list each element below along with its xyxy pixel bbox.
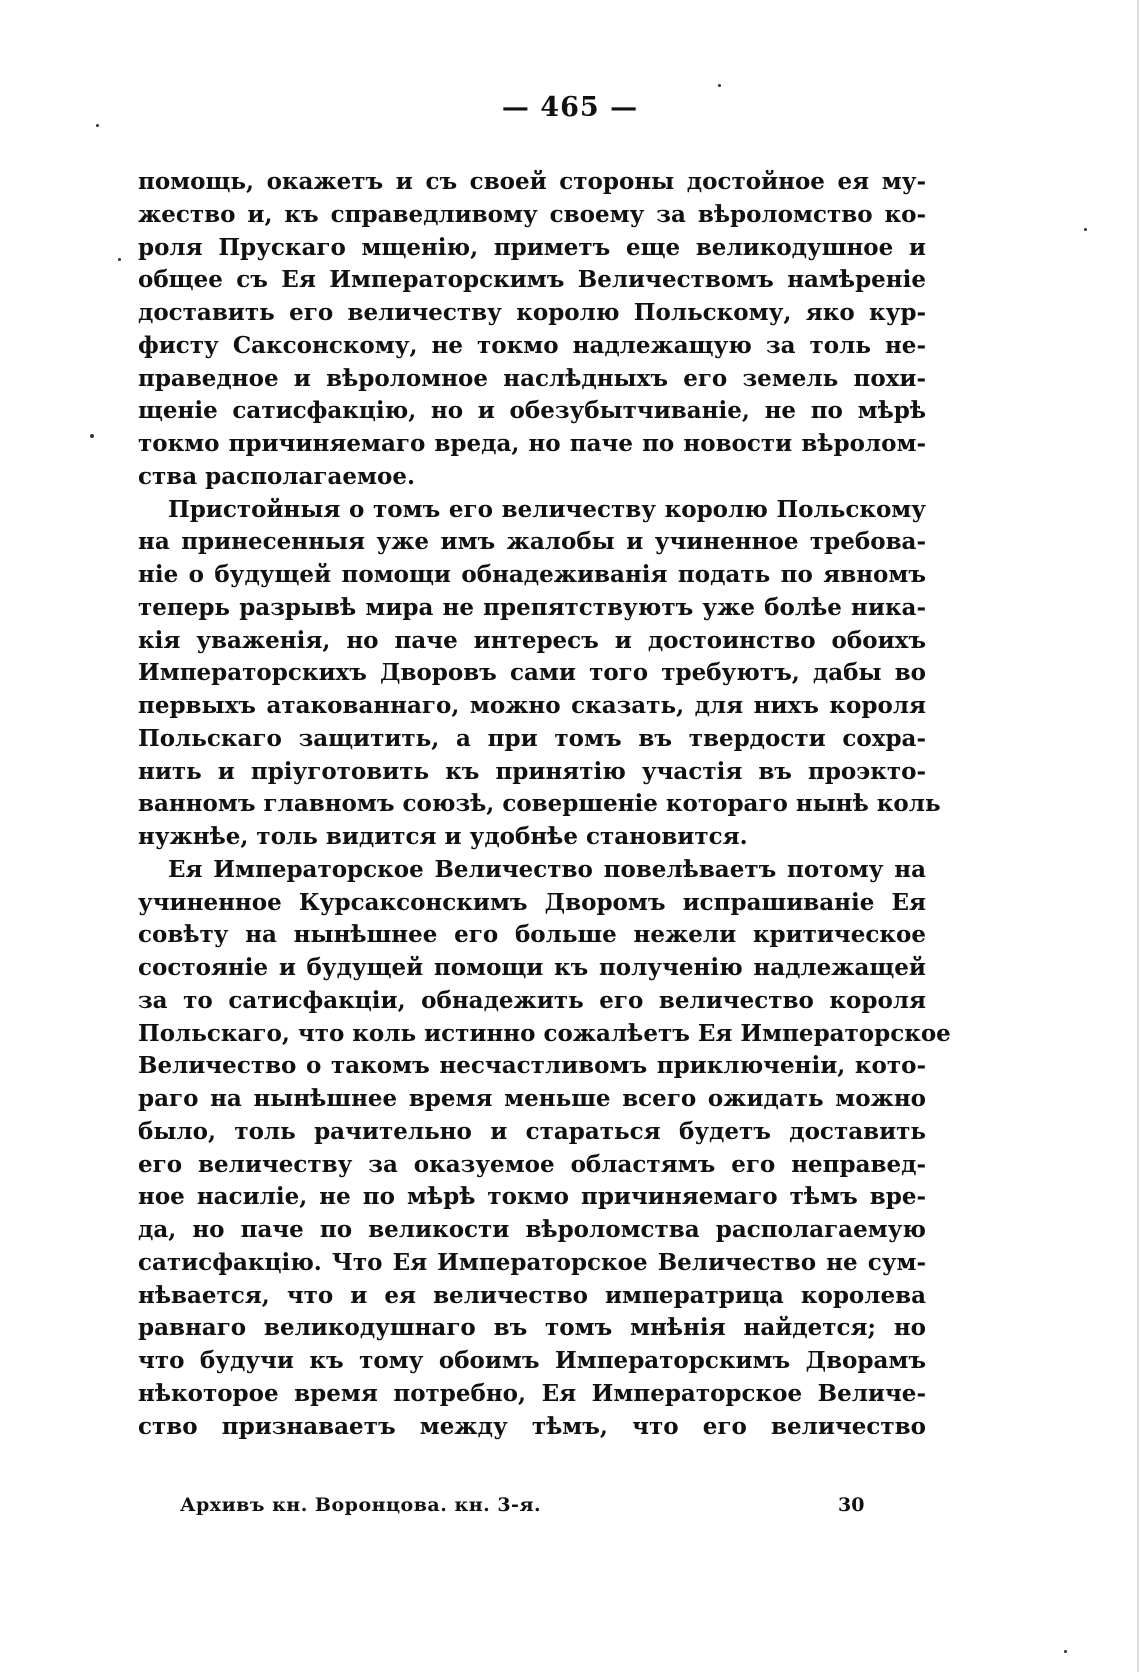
text-line: роля Прускаго мщенію, приметъ еще великодушное и	[138, 233, 926, 261]
text-line: нить и пріуготовить къ принятію участія въ проэкто-	[138, 757, 926, 785]
text-line: нѣкоторое время потребно, Ея Императорское Величе-	[138, 1379, 926, 1407]
body-text	[138, 166, 951, 1443]
text-line: ніе о будущей помощи обнадеживанія подать по явномъ	[138, 561, 926, 588]
text-line: доставить его величеству королю Польскому, яко кур-	[138, 299, 926, 326]
text-line: сатисфакцію. Что Ея Императорское Величество не сум-	[138, 1248, 926, 1276]
text-line: учиненное Курсаксонскимъ Дворомъ испрашиваніе Ея	[138, 888, 926, 916]
text-line: совѣту на нынѣшнее его больше нежели критическое	[138, 921, 926, 949]
scan-speck	[1084, 228, 1087, 231]
text-line: ства располагаемое.	[138, 462, 416, 490]
scan-edge	[1137, 0, 1139, 1672]
text-line: первыхъ атакованнаго, можно сказать, для нихъ короля	[138, 692, 926, 719]
text-line: Величество о такомъ несчастливомъ приключеніи, кото-	[138, 1052, 926, 1080]
footer	[180, 1494, 870, 1518]
text-line: ное насиліе, не по мѣрѣ токмо причиняемаго тѣмъ вре-	[138, 1183, 926, 1211]
text-line: праведное и вѣроломное наслѣдныхъ его земель похи-	[138, 364, 926, 392]
text-line: раго на нынѣшнее время меньше всего ожидать можно	[138, 1085, 926, 1112]
scan-speck	[118, 258, 121, 261]
text-line: на принесенныя уже имъ жалобы и учиненное требова-	[138, 528, 926, 556]
text-line: теперь разрывѣ мира не препятствуютъ уже болѣе никa-	[138, 593, 926, 621]
text-line: помощь, окажетъ и съ своей стороны достойное ея му-	[138, 168, 926, 195]
scan-speck	[718, 84, 721, 87]
text-line: что будучи къ тому обоимъ Императорскимъ Дворамъ	[138, 1347, 926, 1374]
footer-source: Архивъ кн. Воронцова. кн. 3-я.	[180, 1494, 542, 1516]
text-line: общее съ Ея Императорскимъ Величествомъ намѣреніе	[138, 266, 926, 294]
text-line: равнаго великодушнаго въ томъ мнѣнія найдется; но	[138, 1314, 926, 1342]
text-line: ство признаваетъ между тѣмъ, что его величество	[138, 1412, 926, 1440]
text-line: ванномъ главномъ союзѣ, совершеніе котораго нынѣ коль	[138, 790, 941, 818]
text-line: щеніе сатисфакцію, но и обезубытчиваніе, не по мѣрѣ	[138, 397, 926, 425]
text-line: за то сатисфакціи, обнадежить его величество короля	[138, 986, 926, 1014]
text-line: Ея Императорское Величество повелѣваетъ потому на	[168, 855, 926, 883]
text-line: жество и, къ справедливому своему за вѣроломство ко-	[138, 200, 926, 228]
text-line: нужнѣе, толь видится и удобнѣе становится.	[138, 823, 748, 850]
scan-speck	[1064, 1650, 1067, 1653]
text-line: кія уваженія, но паче интересъ и достоинство обоихъ	[138, 626, 926, 654]
text-line: фисту Саксонскому, не токмо надлежащую за толь не-	[138, 331, 926, 359]
text-line: его величеству за оказуемое областямъ его неправед-	[138, 1150, 926, 1178]
text-line: Польскаго, что коль истинно сожалѣетъ Ея Императорское	[138, 1019, 951, 1047]
page-number: — 465 —	[501, 92, 639, 123]
text-line: нѣвается, что и ея величество императрица королева	[138, 1281, 926, 1309]
scan-speck	[96, 124, 99, 127]
signature-mark: 30	[838, 1494, 865, 1516]
text-line: Пристойныя о томъ его величеству королю Польскому	[168, 495, 926, 523]
text-line: Императорскихъ Дворовъ сами того требуютъ, дабы во	[138, 659, 926, 687]
text-line: Польскаго защитить, а при томъ въ твердости сохра-	[138, 724, 926, 752]
text-line: токмо причиняемаго вреда, но паче по новости вѣролом-	[138, 430, 926, 457]
text-line: было, толь рачительно и стараться будетъ доставить	[138, 1117, 926, 1145]
scan-speck	[90, 434, 94, 438]
text-line: да, но паче по великости вѣроломства располагаемую	[138, 1216, 926, 1243]
text-line: состояніе и будущей помощи къ полученію надлежащей	[138, 954, 926, 981]
